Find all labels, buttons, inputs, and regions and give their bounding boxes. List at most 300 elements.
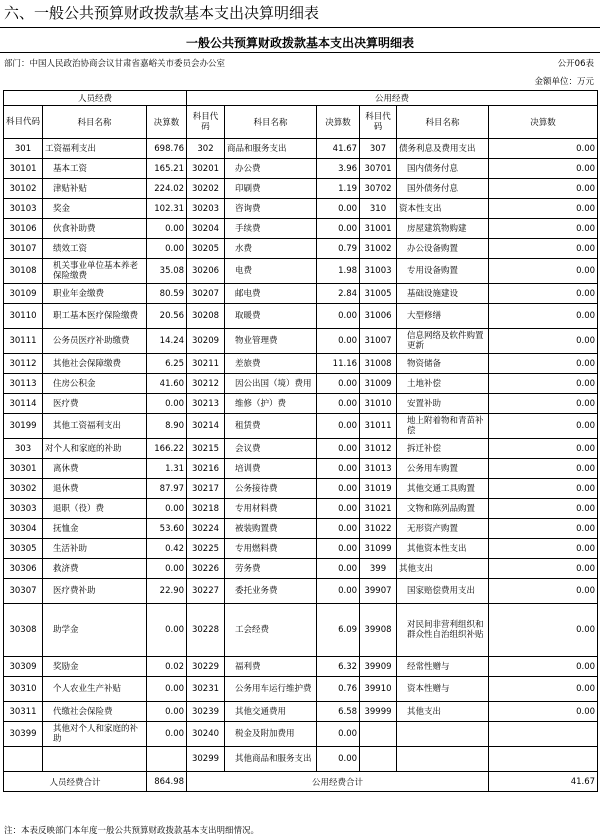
public-name-cell: 公务接待费 bbox=[225, 479, 317, 499]
public-amount-cell: 0.00 bbox=[489, 159, 598, 179]
public-name-cell: 资本性赠与 bbox=[397, 677, 489, 702]
public-code-cell: 31010 bbox=[360, 394, 397, 414]
personnel-amount-cell: 41.60 bbox=[147, 374, 187, 394]
public-amount-cell: 0.00 bbox=[489, 702, 598, 722]
table-row bbox=[4, 579, 598, 604]
personnel-name-cell: 职业年金缴费 bbox=[43, 284, 147, 304]
expenditure-table bbox=[3, 90, 598, 792]
public-amount-cell: 0.00 bbox=[489, 329, 598, 354]
public-name-cell: 手续费 bbox=[225, 219, 317, 239]
personnel-code-cell: 30303 bbox=[4, 499, 43, 519]
public-code-cell: 39908 bbox=[360, 604, 397, 657]
table-row bbox=[4, 394, 598, 414]
public-name-cell: 专用设备购置 bbox=[397, 259, 489, 284]
personnel-name-cell: 代缴社会保险费 bbox=[43, 702, 147, 722]
personnel-code-cell: 30309 bbox=[4, 657, 43, 677]
personnel-code-cell: 30114 bbox=[4, 394, 43, 414]
public-name-cell: 其他支出 bbox=[397, 559, 489, 579]
public-amount-cell: 0.00 bbox=[489, 179, 598, 199]
personnel-code-cell: 30102 bbox=[4, 179, 43, 199]
public-name-cell bbox=[397, 722, 489, 747]
public-amount-cell: 0.00 bbox=[489, 199, 598, 219]
personnel-amount-cell: 6.25 bbox=[147, 354, 187, 374]
public-group-header: 公用经费 bbox=[187, 91, 598, 106]
footnote: 注：本表反映部门本年度一般公共预算财政拨款基本支出明细情况。 bbox=[4, 826, 260, 836]
personnel-code-cell: 30107 bbox=[4, 239, 43, 259]
group-header-row bbox=[4, 91, 598, 106]
public-name-cell: 办公设备购置 bbox=[397, 239, 489, 259]
public-amount-cell: 0.00 bbox=[317, 394, 360, 414]
personnel-code-cell: 30112 bbox=[4, 354, 43, 374]
public-name-cell: 劳务费 bbox=[225, 559, 317, 579]
public-name-cell: 福利费 bbox=[225, 657, 317, 677]
public-code-cell: 30216 bbox=[187, 459, 225, 479]
personnel-name-cell: 机关事业单位基本养老保险缴费 bbox=[43, 259, 147, 284]
personnel-amount-cell: 53.60 bbox=[147, 519, 187, 539]
public-amount-cell: 0.00 bbox=[489, 354, 598, 374]
table-row bbox=[4, 159, 598, 179]
personnel-name-cell: 退休费 bbox=[43, 479, 147, 499]
table-row bbox=[4, 139, 598, 159]
public-amount-cell: 0.76 bbox=[317, 677, 360, 702]
public-name-cell: 资本性支出 bbox=[397, 199, 489, 219]
public-name-cell: 公务用车运行维护费 bbox=[225, 677, 317, 702]
personnel-amount-cell: 8.90 bbox=[147, 414, 187, 439]
personnel-code-cell: 30103 bbox=[4, 199, 43, 219]
personnel-code-cell: 301 bbox=[4, 139, 43, 159]
public-code-cell: 30229 bbox=[187, 657, 225, 677]
table-row bbox=[4, 304, 598, 329]
public-name-cell: 大型修缮 bbox=[397, 304, 489, 329]
public-name-cell: 信息网络及软件购置更新 bbox=[397, 329, 489, 354]
personnel-code-cell: 30308 bbox=[4, 604, 43, 657]
personnel-amount-cell: 0.00 bbox=[147, 702, 187, 722]
title-rule bbox=[0, 27, 600, 28]
public-name-cell: 其他交通工具购置 bbox=[397, 479, 489, 499]
personnel-code-cell: 30111 bbox=[4, 329, 43, 354]
personnel-code-cell: 30199 bbox=[4, 414, 43, 439]
public-amount-cell: 0.00 bbox=[489, 579, 598, 604]
personnel-name-cell: 退职（役）费 bbox=[43, 499, 147, 519]
public-amount-cell: 1.19 bbox=[317, 179, 360, 199]
public-amount-cell: 0.00 bbox=[489, 284, 598, 304]
personnel-code-cell: 30109 bbox=[4, 284, 43, 304]
public-amount-cell: 0.00 bbox=[489, 559, 598, 579]
public-name-cell: 咨询费 bbox=[225, 199, 317, 219]
public-name-cell: 房屋建筑物购建 bbox=[397, 219, 489, 239]
public-code-cell: 31013 bbox=[360, 459, 397, 479]
personnel-name-cell: 绩效工资 bbox=[43, 239, 147, 259]
public-name-cell: 维修（护）费 bbox=[225, 394, 317, 414]
public-code-cell: 30206 bbox=[187, 259, 225, 284]
column-header-row bbox=[4, 106, 598, 139]
public-amount-cell: 0.00 bbox=[489, 139, 598, 159]
personnel-name-cell: 生活补助 bbox=[43, 539, 147, 559]
public-code-cell: 30299 bbox=[187, 747, 225, 772]
public-name-cell: 基础设施建设 bbox=[397, 284, 489, 304]
unit-label: 金额单位：万元 bbox=[534, 77, 594, 87]
public-amount-cell: 0.00 bbox=[489, 604, 598, 657]
public-name-cell: 印刷费 bbox=[225, 179, 317, 199]
personnel-code-cell: 30301 bbox=[4, 459, 43, 479]
public-code-cell: 31007 bbox=[360, 329, 397, 354]
public-name-cell: 土地补偿 bbox=[397, 374, 489, 394]
public-code-cell: 39907 bbox=[360, 579, 397, 604]
table-row bbox=[4, 604, 598, 657]
public-amount-cell: 0.00 bbox=[317, 579, 360, 604]
public-name-cell: 安置补助 bbox=[397, 394, 489, 414]
personnel-code-cell: 30311 bbox=[4, 702, 43, 722]
public-name-cell: 工会经费 bbox=[225, 604, 317, 657]
public-name-cell: 其他商品和服务支出 bbox=[225, 747, 317, 772]
public-amount-cell: 0.00 bbox=[317, 499, 360, 519]
personnel-name-cell: 其他对个人和家庭的补助 bbox=[43, 722, 147, 747]
public-name-cell: 差旅费 bbox=[225, 354, 317, 374]
public-amount-cell: 0.00 bbox=[489, 479, 598, 499]
public-code-cell: 30224 bbox=[187, 519, 225, 539]
public-code-cell: 31006 bbox=[360, 304, 397, 329]
personnel-name-cell: 抚恤金 bbox=[43, 519, 147, 539]
public-code-cell: 39999 bbox=[360, 702, 397, 722]
personnel-code-cell: 30110 bbox=[4, 304, 43, 329]
personnel-name-cell: 医疗费 bbox=[43, 394, 147, 414]
amount-header: 决算数 bbox=[489, 106, 598, 139]
public-name-cell: 被装购置费 bbox=[225, 519, 317, 539]
personnel-amount-cell: 0.00 bbox=[147, 239, 187, 259]
public-code-cell: 31001 bbox=[360, 219, 397, 239]
public-code-cell: 31011 bbox=[360, 414, 397, 439]
public-amount-cell: 0.00 bbox=[489, 394, 598, 414]
personnel-group-header: 人员经费 bbox=[4, 91, 187, 106]
table-row bbox=[4, 329, 598, 354]
personnel-amount-cell: 0.00 bbox=[147, 394, 187, 414]
public-amount-cell: 0.00 bbox=[317, 219, 360, 239]
public-amount-cell bbox=[489, 722, 598, 747]
personnel-total-value: 864.98 bbox=[147, 772, 187, 792]
public-name-cell: 文物和陈列品购置 bbox=[397, 499, 489, 519]
personnel-name-cell: 奖励金 bbox=[43, 657, 147, 677]
personnel-amount-cell: 22.90 bbox=[147, 579, 187, 604]
public-code-cell: 30228 bbox=[187, 604, 225, 657]
public-code-cell: 31008 bbox=[360, 354, 397, 374]
public-name-cell: 地上附着物和青苗补偿 bbox=[397, 414, 489, 439]
public-name-cell: 取暖费 bbox=[225, 304, 317, 329]
table-row bbox=[4, 702, 598, 722]
public-amount-cell: 0.00 bbox=[489, 374, 598, 394]
public-code-cell: 31099 bbox=[360, 539, 397, 559]
public-name-cell: 其他支出 bbox=[397, 702, 489, 722]
public-name-cell: 委托业务费 bbox=[225, 579, 317, 604]
public-code-cell: 30239 bbox=[187, 702, 225, 722]
table-row bbox=[4, 459, 598, 479]
public-amount-cell: 0.00 bbox=[489, 259, 598, 284]
public-name-cell: 培训费 bbox=[225, 459, 317, 479]
public-code-cell: 31012 bbox=[360, 439, 397, 459]
public-amount-cell: 3.96 bbox=[317, 159, 360, 179]
personnel-code-cell: 303 bbox=[4, 439, 43, 459]
public-name-cell: 其他资本性支出 bbox=[397, 539, 489, 559]
personnel-name-cell: 对个人和家庭的补助 bbox=[43, 439, 147, 459]
public-code-cell: 30212 bbox=[187, 374, 225, 394]
table-row bbox=[4, 284, 598, 304]
personnel-name-cell: 其他工资福利支出 bbox=[43, 414, 147, 439]
personnel-code-cell: 30106 bbox=[4, 219, 43, 239]
table-row bbox=[4, 539, 598, 559]
public-code-cell: 30702 bbox=[360, 179, 397, 199]
personnel-name-cell bbox=[43, 747, 147, 772]
personnel-code-cell: 30101 bbox=[4, 159, 43, 179]
personnel-amount-cell: 80.59 bbox=[147, 284, 187, 304]
table-row bbox=[4, 499, 598, 519]
personnel-name-cell: 津贴补贴 bbox=[43, 179, 147, 199]
public-code-cell: 310 bbox=[360, 199, 397, 219]
public-name-cell: 邮电费 bbox=[225, 284, 317, 304]
public-name-cell: 专用燃料费 bbox=[225, 539, 317, 559]
department-label: 部门：中国人民政治协商会议甘肃省嘉峪关市委员会办公室 bbox=[4, 59, 226, 69]
personnel-code-cell: 30302 bbox=[4, 479, 43, 499]
public-amount-cell: 0.00 bbox=[317, 459, 360, 479]
public-code-cell bbox=[360, 722, 397, 747]
personnel-name-cell: 伙食补助费 bbox=[43, 219, 147, 239]
public-name-cell: 其他交通费用 bbox=[225, 702, 317, 722]
personnel-name-cell: 公务员医疗补助缴费 bbox=[43, 329, 147, 354]
public-code-cell: 31019 bbox=[360, 479, 397, 499]
public-name-cell: 因公出国（境）费用 bbox=[225, 374, 317, 394]
amount-header: 决算数 bbox=[317, 106, 360, 139]
personnel-amount-cell: 166.22 bbox=[147, 439, 187, 459]
personnel-name-cell: 其他社会保障缴费 bbox=[43, 354, 147, 374]
personnel-amount-cell: 0.00 bbox=[147, 219, 187, 239]
public-name-cell: 公务用车购置 bbox=[397, 459, 489, 479]
public-amount-cell: 0.00 bbox=[489, 519, 598, 539]
personnel-name-cell: 助学金 bbox=[43, 604, 147, 657]
public-amount-cell: 11.16 bbox=[317, 354, 360, 374]
personnel-amount-cell: 698.76 bbox=[147, 139, 187, 159]
public-code-cell: 30215 bbox=[187, 439, 225, 459]
public-amount-cell: 0.00 bbox=[317, 479, 360, 499]
public-code-cell: 399 bbox=[360, 559, 397, 579]
personnel-amount-cell: 0.02 bbox=[147, 657, 187, 677]
public-name-cell: 物业管理费 bbox=[225, 329, 317, 354]
public-name-cell: 电费 bbox=[225, 259, 317, 284]
personnel-amount-cell: 14.24 bbox=[147, 329, 187, 354]
public-amount-cell: 0.00 bbox=[317, 329, 360, 354]
public-code-cell: 30208 bbox=[187, 304, 225, 329]
public-code-cell: 30226 bbox=[187, 559, 225, 579]
public-name-cell bbox=[397, 747, 489, 772]
personnel-code-cell: 30399 bbox=[4, 722, 43, 747]
public-code-cell: 39910 bbox=[360, 677, 397, 702]
table-row bbox=[4, 439, 598, 459]
public-code-cell: 30218 bbox=[187, 499, 225, 519]
public-amount-cell: 41.67 bbox=[317, 139, 360, 159]
public-amount-cell: 0.00 bbox=[317, 199, 360, 219]
public-name-cell: 物资储备 bbox=[397, 354, 489, 374]
table-row bbox=[4, 414, 598, 439]
public-code-cell: 30211 bbox=[187, 354, 225, 374]
public-code-cell: 30217 bbox=[187, 479, 225, 499]
code-header: 科目代码 bbox=[360, 106, 397, 139]
public-amount-cell: 0.00 bbox=[489, 239, 598, 259]
public-code-cell: 30213 bbox=[187, 394, 225, 414]
personnel-name-cell: 基本工资 bbox=[43, 159, 147, 179]
public-amount-cell: 0.00 bbox=[317, 747, 360, 772]
public-code-cell: 30231 bbox=[187, 677, 225, 702]
personnel-name-cell: 离休费 bbox=[43, 459, 147, 479]
public-amount-cell: 6.32 bbox=[317, 657, 360, 677]
public-amount-cell: 0.00 bbox=[489, 539, 598, 559]
name-header: 科目名称 bbox=[43, 106, 147, 139]
public-code-cell: 30205 bbox=[187, 239, 225, 259]
table-row bbox=[4, 657, 598, 677]
code-header: 科目代码 bbox=[4, 106, 43, 139]
public-amount-cell: 0.00 bbox=[489, 657, 598, 677]
personnel-code-cell: 30305 bbox=[4, 539, 43, 559]
public-name-cell: 债务利息及费用支出 bbox=[397, 139, 489, 159]
public-amount-cell: 0.00 bbox=[489, 304, 598, 329]
personnel-code-cell: 30307 bbox=[4, 579, 43, 604]
public-code-cell: 31002 bbox=[360, 239, 397, 259]
name-header: 科目名称 bbox=[397, 106, 489, 139]
section-title: 六、一般公共预算财政拨款基本支出决算明细表 bbox=[4, 4, 320, 22]
public-amount-cell: 0.00 bbox=[317, 559, 360, 579]
personnel-amount-cell: 35.08 bbox=[147, 259, 187, 284]
public-code-cell: 30203 bbox=[187, 199, 225, 219]
public-total-value: 41.67 bbox=[489, 772, 598, 792]
public-code-cell: 30204 bbox=[187, 219, 225, 239]
personnel-code-cell: 30108 bbox=[4, 259, 43, 284]
public-amount-cell: 0.00 bbox=[317, 722, 360, 747]
title-underline bbox=[0, 52, 600, 53]
public-amount-cell: 2.84 bbox=[317, 284, 360, 304]
public-name-cell: 国家赔偿费用支出 bbox=[397, 579, 489, 604]
table-title: 一般公共预算财政拨款基本支出决算明细表 bbox=[185, 36, 414, 50]
public-code-cell: 30701 bbox=[360, 159, 397, 179]
public-code-cell: 31021 bbox=[360, 499, 397, 519]
public-amount-cell: 0.79 bbox=[317, 239, 360, 259]
personnel-total-label: 人员经费合计 bbox=[4, 772, 147, 792]
public-name-cell: 会议费 bbox=[225, 439, 317, 459]
table-row bbox=[4, 722, 598, 747]
table-row bbox=[4, 239, 598, 259]
public-amount-cell: 1.98 bbox=[317, 259, 360, 284]
form-number: 公开06表 bbox=[557, 59, 594, 69]
public-code-cell: 30209 bbox=[187, 329, 225, 354]
public-name-cell: 专用材料费 bbox=[225, 499, 317, 519]
public-total-label: 公用经费合计 bbox=[187, 772, 489, 792]
public-code-cell: 31005 bbox=[360, 284, 397, 304]
public-code-cell: 30202 bbox=[187, 179, 225, 199]
table-row bbox=[4, 519, 598, 539]
public-code-cell: 302 bbox=[187, 139, 225, 159]
public-name-cell: 水费 bbox=[225, 239, 317, 259]
personnel-name-cell: 救济费 bbox=[43, 559, 147, 579]
public-name-cell: 经常性赠与 bbox=[397, 657, 489, 677]
table-row bbox=[4, 677, 598, 702]
public-code-cell: 31009 bbox=[360, 374, 397, 394]
public-code-cell: 30240 bbox=[187, 722, 225, 747]
personnel-code-cell: 30310 bbox=[4, 677, 43, 702]
personnel-amount-cell: 0.00 bbox=[147, 499, 187, 519]
public-code-cell: 31022 bbox=[360, 519, 397, 539]
personnel-code-cell: 30306 bbox=[4, 559, 43, 579]
personnel-amount-cell: 0.42 bbox=[147, 539, 187, 559]
personnel-amount-cell: 1.31 bbox=[147, 459, 187, 479]
personnel-name-cell: 住房公积金 bbox=[43, 374, 147, 394]
personnel-code-cell bbox=[4, 747, 43, 772]
table-row bbox=[4, 354, 598, 374]
public-code-cell bbox=[360, 747, 397, 772]
personnel-amount-cell bbox=[147, 747, 187, 772]
public-name-cell: 无形资产购置 bbox=[397, 519, 489, 539]
public-amount-cell: 0.00 bbox=[489, 219, 598, 239]
public-amount-cell: 0.00 bbox=[489, 499, 598, 519]
table-row bbox=[4, 479, 598, 499]
personnel-name-cell: 职工基本医疗保险缴费 bbox=[43, 304, 147, 329]
code-header: 科目代码 bbox=[187, 106, 225, 139]
public-amount-cell: 0.00 bbox=[317, 304, 360, 329]
public-amount-cell: 0.00 bbox=[489, 414, 598, 439]
public-amount-cell: 0.00 bbox=[317, 414, 360, 439]
public-code-cell: 30214 bbox=[187, 414, 225, 439]
table-row bbox=[4, 374, 598, 394]
public-name-cell: 拆迁补偿 bbox=[397, 439, 489, 459]
table-row bbox=[4, 259, 598, 284]
public-code-cell: 30201 bbox=[187, 159, 225, 179]
personnel-amount-cell: 20.56 bbox=[147, 304, 187, 329]
public-amount-cell: 6.09 bbox=[317, 604, 360, 657]
public-amount-cell: 0.00 bbox=[317, 539, 360, 559]
personnel-amount-cell: 87.97 bbox=[147, 479, 187, 499]
public-amount-cell: 0.00 bbox=[317, 439, 360, 459]
public-amount-cell: 6.58 bbox=[317, 702, 360, 722]
public-amount-cell: 0.00 bbox=[489, 459, 598, 479]
table-row bbox=[4, 747, 598, 772]
personnel-amount-cell: 224.02 bbox=[147, 179, 187, 199]
totals-row bbox=[4, 772, 598, 792]
personnel-amount-cell: 0.00 bbox=[147, 677, 187, 702]
personnel-name-cell: 奖金 bbox=[43, 199, 147, 219]
public-code-cell: 30227 bbox=[187, 579, 225, 604]
personnel-amount-cell: 0.00 bbox=[147, 604, 187, 657]
personnel-name-cell: 个人农业生产补贴 bbox=[43, 677, 147, 702]
public-amount-cell: 0.00 bbox=[489, 439, 598, 459]
personnel-code-cell: 30304 bbox=[4, 519, 43, 539]
public-name-cell: 国外债务付息 bbox=[397, 179, 489, 199]
table-row bbox=[4, 219, 598, 239]
personnel-amount-cell: 0.00 bbox=[147, 722, 187, 747]
public-amount-cell: 0.00 bbox=[489, 677, 598, 702]
name-header: 科目名称 bbox=[225, 106, 317, 139]
public-code-cell: 39909 bbox=[360, 657, 397, 677]
table-row bbox=[4, 179, 598, 199]
table-row bbox=[4, 199, 598, 219]
personnel-amount-cell: 0.00 bbox=[147, 559, 187, 579]
personnel-name-cell: 工资福利支出 bbox=[43, 139, 147, 159]
public-name-cell: 商品和服务支出 bbox=[225, 139, 317, 159]
public-amount-cell: 0.00 bbox=[317, 374, 360, 394]
personnel-amount-cell: 102.31 bbox=[147, 199, 187, 219]
public-name-cell: 税金及附加费用 bbox=[225, 722, 317, 747]
amount-header: 决算数 bbox=[147, 106, 187, 139]
public-name-cell: 办公费 bbox=[225, 159, 317, 179]
public-name-cell: 国内债务付息 bbox=[397, 159, 489, 179]
personnel-amount-cell: 165.21 bbox=[147, 159, 187, 179]
public-code-cell: 30225 bbox=[187, 539, 225, 559]
public-code-cell: 31003 bbox=[360, 259, 397, 284]
public-name-cell: 租赁费 bbox=[225, 414, 317, 439]
personnel-code-cell: 30113 bbox=[4, 374, 43, 394]
